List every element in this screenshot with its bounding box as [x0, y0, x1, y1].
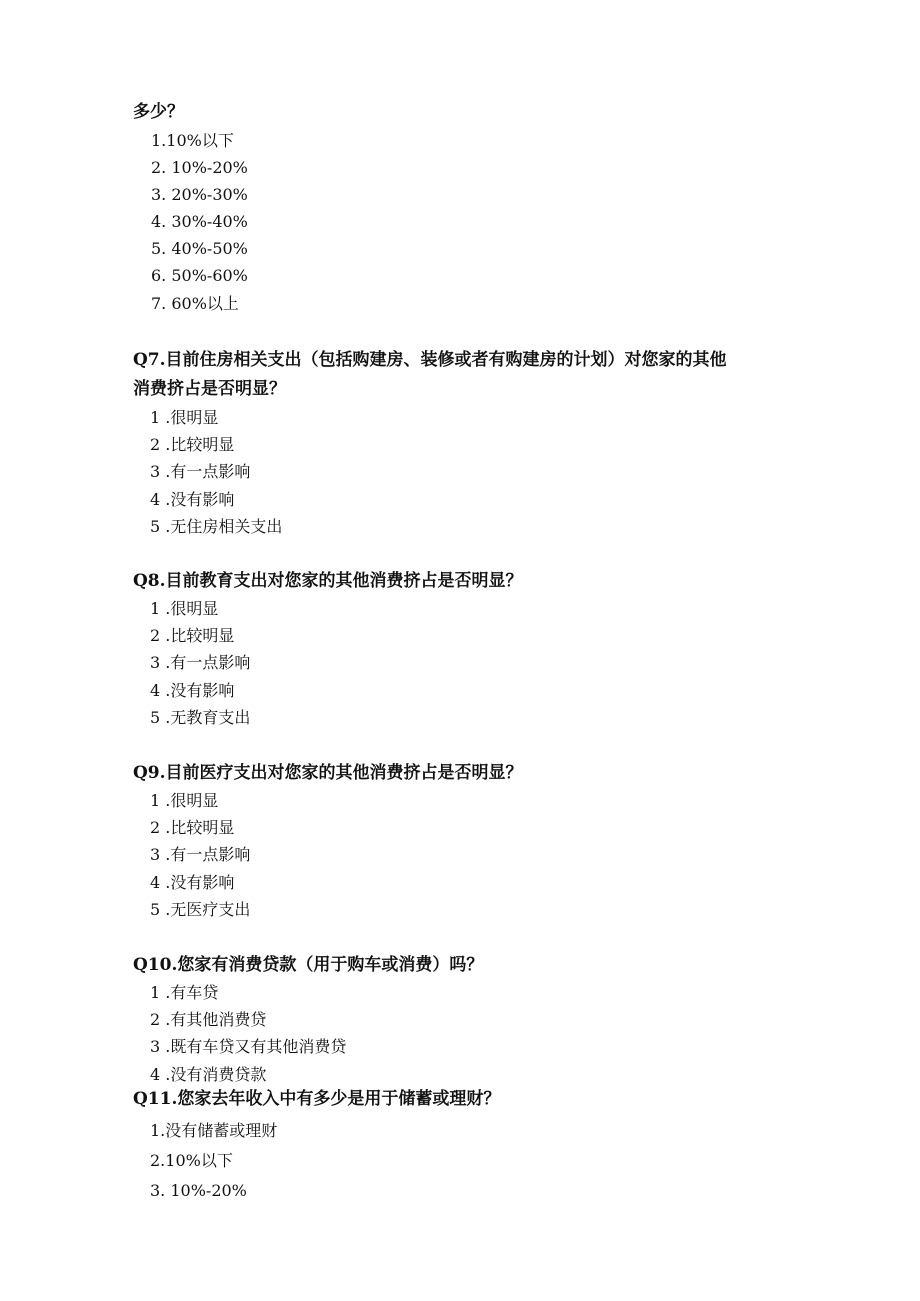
option-item: 1 .很明显 [150, 791, 219, 810]
option-item: 5 .无住房相关支出 [150, 517, 283, 536]
option-item: 1 .很明显 [150, 408, 219, 427]
option-item: 5. 40%-50% [151, 239, 248, 258]
option-item: 1.10%以下 [151, 131, 234, 150]
option-item: 3 .有一点影响 [150, 845, 251, 864]
option-item: 1 .很明显 [150, 599, 219, 618]
question-q7-line2: 消费挤占是否明显？ [133, 379, 286, 399]
question-q10: Q10.您家有消费贷款（用于购车或消费）吗？ [133, 955, 484, 975]
option-item: 2 .比较明显 [150, 818, 235, 837]
option-item: 1 .有车贷 [150, 983, 219, 1002]
option-item: 3. 20%-30% [151, 185, 248, 204]
option-item: 4 .没有消费贷款 [150, 1065, 267, 1084]
option-item: 2 .有其他消费贷 [150, 1010, 267, 1029]
option-item: 3 .既有车贷又有其他消费贷 [150, 1037, 347, 1056]
question-q7-line1: Q7.目前住房相关支出（包括购建房、装修或者有购建房的计划）对您家的其他 [133, 350, 727, 370]
question-q11: Q11.您家去年收入中有多少是用于储蓄或理财？ [133, 1089, 501, 1109]
option-item: 3 .有一点影响 [150, 653, 251, 672]
option-item: 6. 50%-60% [151, 266, 248, 285]
option-item: 7. 60%以上 [151, 294, 239, 313]
option-item: 2 .比较明显 [150, 626, 235, 645]
option-item: 1.没有储蓄或理财 [150, 1121, 278, 1140]
option-item: 2. 10%-20% [151, 158, 248, 177]
option-item: 5 .无教育支出 [150, 708, 251, 727]
option-item: 5 .无医疗支出 [150, 900, 251, 919]
option-item: 4 .没有影响 [150, 873, 235, 892]
option-item: 3. 10%-20% [150, 1181, 247, 1200]
question-q9: Q9.目前医疗支出对您家的其他消费挤占是否明显？ [133, 763, 523, 783]
option-item: 2 .比较明显 [150, 435, 235, 454]
option-item: 4 .没有影响 [150, 490, 235, 509]
question-q8: Q8.目前教育支出对您家的其他消费挤占是否明显？ [133, 571, 523, 591]
option-item: 3 .有一点影响 [150, 462, 251, 481]
question-q6-tail: 多少？ [133, 102, 184, 122]
option-item: 2.10%以下 [150, 1151, 233, 1170]
option-item: 4. 30%-40% [151, 212, 248, 231]
option-item: 4 .没有影响 [150, 681, 235, 700]
